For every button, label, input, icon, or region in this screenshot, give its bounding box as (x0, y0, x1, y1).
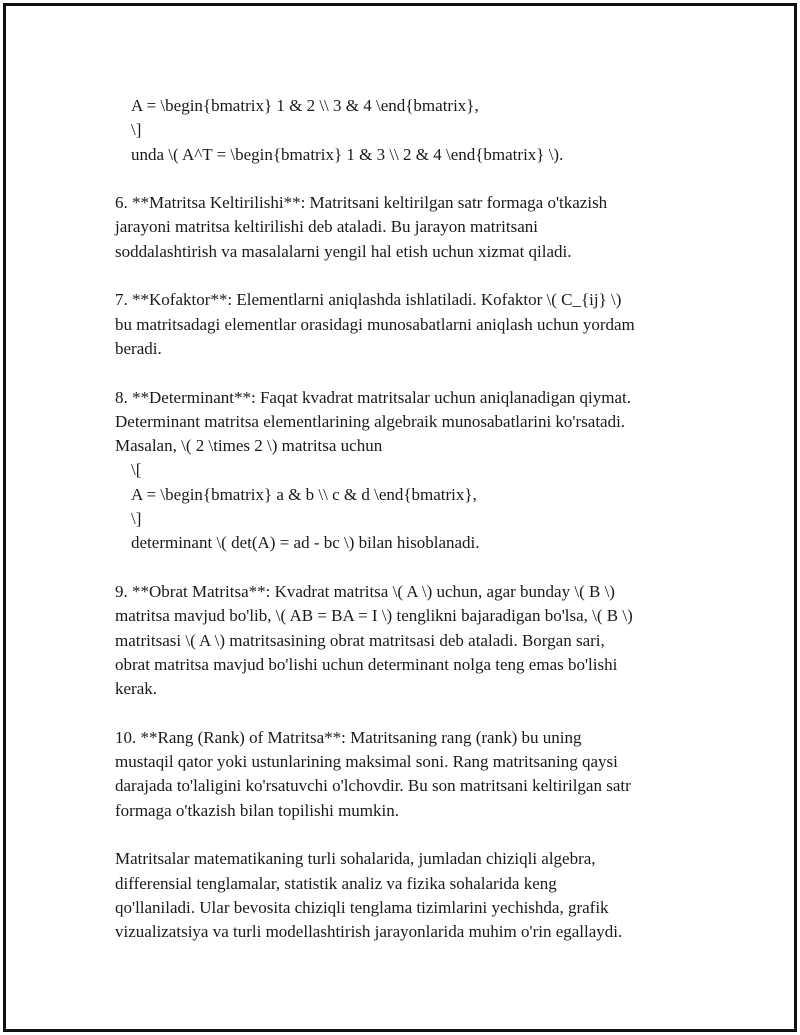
text-line: \] (131, 120, 142, 140)
text-line: 6. **Matritsa Keltirilishi**: Matritsani keltirilgan satr formaga o'tkazish (115, 193, 608, 213)
text-line: Determinant matritsa elementlarining algebraik munosabatlarini ko'rsatadi. (115, 411, 626, 431)
text-line: formaga o'tkazish bilan topilishi mumkin. (115, 800, 399, 820)
text-line: matritsa mavjud bo'lib, \( AB = BA = I \) tenglikni bajaradigan bo'lsa, \( B \) (115, 606, 633, 626)
item-10-matrix-rank (115, 726, 695, 823)
text-line: obrat matritsa mavjud bo'lishi uchun determinant nolga teng emas bo'lishi (115, 654, 618, 674)
text-line: unda \( A^T = \begin{bmatrix} 1 & 3 \\ 2 & 4 \end{bmatrix} \). (131, 144, 564, 164)
text-line: bu matritsadagi elementlar orasidagi munosabatlarni aniqlash uchun yordam (115, 314, 635, 334)
text-line: qo'llaniladi. Ular bevosita chiziqli tenglama tizimlarini yechishda, grafik (115, 897, 609, 917)
text-line: soddalashtirish va masalalarni yengil hal etish uchun xizmat qiladi. (115, 241, 572, 261)
text-line: 8. **Determinant**: Faqat kvadrat matritsalar uchun aniqlanadigan qiymat. (115, 387, 631, 407)
conclusion-paragraph (115, 847, 695, 944)
formula-line: \[ (131, 460, 142, 480)
text-line: A = \begin{bmatrix} 1 & 2 \\ 3 & 4 \end{bmatrix}, (131, 96, 479, 115)
text-line: 7. **Kofaktor**: Elementlarni aniqlashda ishlatiladi. Kofaktor \( C_{ij} \) (115, 290, 622, 310)
matrix-transpose-example (115, 94, 695, 167)
text-line: Masalan, \( 2 \times 2 \) matritsa uchun (115, 436, 383, 456)
formula-line: determinant \( det(A) = ad - bc \) bilan hisoblanadi. (131, 533, 480, 553)
text-line: vizualizatsiya va turli modellashtirish jarayonlarida muhim o'rin egallaydi. (115, 922, 623, 942)
text-line: differensial tenglamalar, statistik analiz va fizika sohalarida keng (115, 873, 557, 893)
text-line: mustaqil qator yoki ustunlarining maksimal soni. Rang matritsaning qaysi (115, 752, 618, 772)
item-7-cofactor (115, 288, 695, 361)
item-6-matrix-reduction (115, 191, 695, 264)
text-line: matritsasi \( A \) matritsasining obrat matritsasi deb ataladi. Borgan sari, (115, 630, 605, 650)
item-8-determinant (115, 386, 695, 556)
text-line: jarayoni matritsa keltirilishi deb ataladi. Bu jarayon matritsani (115, 217, 538, 237)
document-body (115, 94, 695, 944)
formula-line: A = \begin{bmatrix} a & b \\ c & d \end{bmatrix}, (131, 484, 477, 504)
text-line: Matritsalar matematikaning turli sohalarida, jumladan chiziqli algebra, (115, 849, 596, 869)
text-line: 10. **Rang (Rank) of Matritsa**: Matritsaning rang (rank) bu uning (115, 727, 582, 747)
text-line: 9. **Obrat Matritsa**: Kvadrat matritsa \( A \) uchun, agar bunday \( B \) (115, 581, 615, 601)
text-line: beradi. (115, 338, 162, 358)
text-line: kerak. (115, 679, 158, 699)
text-line: darajada to'laligini ko'rsatuvchi o'lchovdir. Bu son matritsani keltirilgan satr (115, 776, 631, 796)
formula-line: \] (131, 509, 142, 529)
item-9-inverse-matrix (115, 580, 695, 701)
